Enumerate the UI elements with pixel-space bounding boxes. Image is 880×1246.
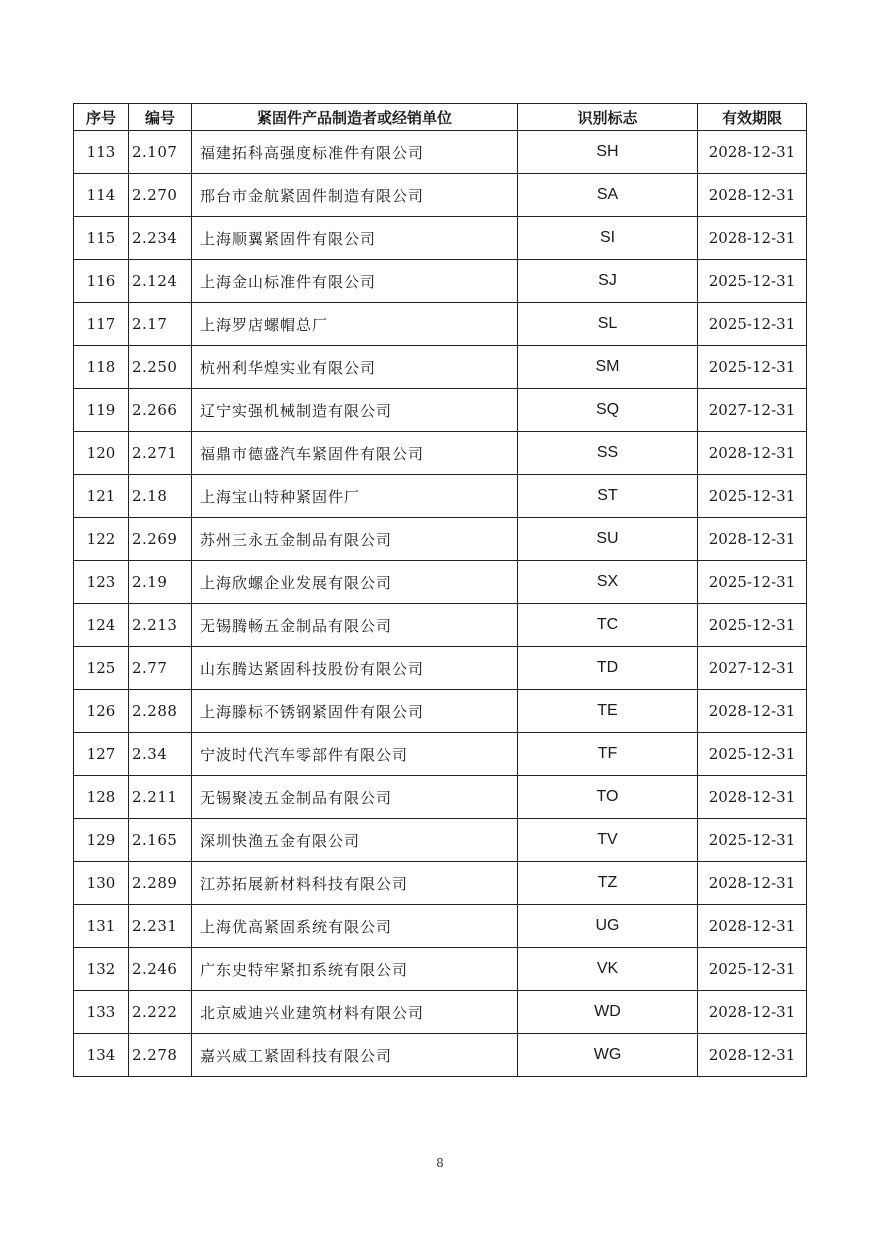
cell-code: 2.266 [129, 389, 192, 432]
cell-seq: 113 [74, 131, 129, 174]
cell-seq: 123 [74, 561, 129, 604]
table-row [74, 647, 807, 690]
cell-code: 2.165 [129, 819, 192, 862]
cell-valid-until: 2028-12-31 [698, 1034, 807, 1077]
cell-code: 2.19 [129, 561, 192, 604]
cell-code: 2.234 [129, 217, 192, 260]
cell-code: 2.246 [129, 948, 192, 991]
cell-valid-until: 2028-12-31 [698, 131, 807, 174]
table-row [74, 733, 807, 776]
cell-valid-until: 2025-12-31 [698, 561, 807, 604]
table-row [74, 346, 807, 389]
cell-mark: SL [518, 303, 698, 346]
cell-mark: UG [518, 905, 698, 948]
cell-valid-until: 2028-12-31 [698, 174, 807, 217]
cell-company: 上海金山标准件有限公司 [192, 260, 518, 303]
table-row [74, 217, 807, 260]
cell-company: 江苏拓展新材料科技有限公司 [192, 862, 518, 905]
cell-company: 上海优高紧固系统有限公司 [192, 905, 518, 948]
table-row [74, 260, 807, 303]
cell-code: 2.289 [129, 862, 192, 905]
cell-mark: SH [518, 131, 698, 174]
cell-mark: VK [518, 948, 698, 991]
cell-company: 宁波时代汽车零部件有限公司 [192, 733, 518, 776]
cell-company: 上海顺翼紧固件有限公司 [192, 217, 518, 260]
cell-valid-until: 2025-12-31 [698, 475, 807, 518]
table-row [74, 991, 807, 1034]
table-row [74, 174, 807, 217]
cell-seq: 121 [74, 475, 129, 518]
table-row [74, 948, 807, 991]
table-row [74, 432, 807, 475]
cell-company: 深圳快渔五金有限公司 [192, 819, 518, 862]
cell-code: 2.34 [129, 733, 192, 776]
page-number: 8 [436, 1156, 444, 1170]
header-code: 编号 [129, 104, 192, 131]
cell-company: 上海滕标不锈钢紧固件有限公司 [192, 690, 518, 733]
cell-company: 广东史特牢紧扣系统有限公司 [192, 948, 518, 991]
cell-company: 无锡聚凌五金制品有限公司 [192, 776, 518, 819]
cell-code: 2.269 [129, 518, 192, 561]
cell-company: 北京威迪兴业建筑材料有限公司 [192, 991, 518, 1034]
cell-company: 福建拓科高强度标准件有限公司 [192, 131, 518, 174]
cell-seq: 119 [74, 389, 129, 432]
cell-company: 无锡腾畅五金制品有限公司 [192, 604, 518, 647]
cell-valid-until: 2028-12-31 [698, 991, 807, 1034]
cell-code: 2.270 [129, 174, 192, 217]
cell-seq: 118 [74, 346, 129, 389]
cell-code: 2.18 [129, 475, 192, 518]
cell-code: 2.211 [129, 776, 192, 819]
cell-code: 2.77 [129, 647, 192, 690]
cell-valid-until: 2025-12-31 [698, 346, 807, 389]
cell-company: 山东腾达紧固科技股份有限公司 [192, 647, 518, 690]
cell-mark: SQ [518, 389, 698, 432]
header-company: 紧固件产品制造者或经销单位 [192, 104, 518, 131]
cell-code: 2.213 [129, 604, 192, 647]
cell-mark: TD [518, 647, 698, 690]
cell-seq: 129 [74, 819, 129, 862]
fastener-manufacturer-table-container [73, 103, 806, 1077]
cell-seq: 120 [74, 432, 129, 475]
cell-code: 2.288 [129, 690, 192, 733]
cell-valid-until: 2028-12-31 [698, 776, 807, 819]
table-header-row [74, 104, 807, 131]
table-row [74, 776, 807, 819]
cell-mark: SI [518, 217, 698, 260]
table-row [74, 561, 807, 604]
cell-valid-until: 2027-12-31 [698, 647, 807, 690]
cell-mark: SM [518, 346, 698, 389]
table-row [74, 389, 807, 432]
cell-mark: SA [518, 174, 698, 217]
table-row [74, 604, 807, 647]
cell-company: 福鼎市德盛汽车紧固件有限公司 [192, 432, 518, 475]
cell-valid-until: 2025-12-31 [698, 604, 807, 647]
cell-seq: 122 [74, 518, 129, 561]
cell-seq: 132 [74, 948, 129, 991]
cell-code: 2.17 [129, 303, 192, 346]
cell-code: 2.231 [129, 905, 192, 948]
cell-valid-until: 2028-12-31 [698, 905, 807, 948]
cell-seq: 114 [74, 174, 129, 217]
cell-valid-until: 2028-12-31 [698, 432, 807, 475]
cell-mark: TV [518, 819, 698, 862]
fastener-manufacturer-table [73, 103, 807, 1077]
cell-seq: 117 [74, 303, 129, 346]
cell-company: 杭州利华煌实业有限公司 [192, 346, 518, 389]
cell-company: 苏州三永五金制品有限公司 [192, 518, 518, 561]
cell-mark: TZ [518, 862, 698, 905]
cell-seq: 127 [74, 733, 129, 776]
table-body [74, 131, 807, 1077]
table-row [74, 1034, 807, 1077]
cell-valid-until: 2025-12-31 [698, 948, 807, 991]
cell-seq: 128 [74, 776, 129, 819]
cell-company: 上海欣螺企业发展有限公司 [192, 561, 518, 604]
table-row [74, 303, 807, 346]
cell-mark: SU [518, 518, 698, 561]
table-row [74, 905, 807, 948]
cell-mark: SS [518, 432, 698, 475]
cell-company: 上海宝山特种紧固件厂 [192, 475, 518, 518]
cell-valid-until: 2025-12-31 [698, 260, 807, 303]
cell-valid-until: 2025-12-31 [698, 733, 807, 776]
cell-valid-until: 2028-12-31 [698, 518, 807, 561]
header-seq: 序号 [74, 104, 129, 131]
cell-seq: 115 [74, 217, 129, 260]
cell-code: 2.278 [129, 1034, 192, 1077]
cell-mark: TE [518, 690, 698, 733]
cell-company: 嘉兴威工紧固科技有限公司 [192, 1034, 518, 1077]
cell-seq: 134 [74, 1034, 129, 1077]
cell-mark: SX [518, 561, 698, 604]
header-valid-until: 有效期限 [698, 104, 807, 131]
cell-seq: 131 [74, 905, 129, 948]
cell-code: 2.107 [129, 131, 192, 174]
table-row [74, 475, 807, 518]
cell-company: 上海罗店螺帽总厂 [192, 303, 518, 346]
cell-code: 2.250 [129, 346, 192, 389]
cell-code: 2.124 [129, 260, 192, 303]
table-row [74, 819, 807, 862]
cell-valid-until: 2028-12-31 [698, 690, 807, 733]
header-mark: 识别标志 [518, 104, 698, 131]
cell-valid-until: 2025-12-31 [698, 303, 807, 346]
table-row [74, 131, 807, 174]
cell-seq: 124 [74, 604, 129, 647]
cell-mark: TC [518, 604, 698, 647]
cell-mark: ST [518, 475, 698, 518]
cell-mark: TF [518, 733, 698, 776]
cell-mark: WD [518, 991, 698, 1034]
cell-valid-until: 2027-12-31 [698, 389, 807, 432]
table-row [74, 518, 807, 561]
cell-valid-until: 2025-12-31 [698, 819, 807, 862]
cell-code: 2.222 [129, 991, 192, 1034]
cell-code: 2.271 [129, 432, 192, 475]
cell-valid-until: 2028-12-31 [698, 217, 807, 260]
table-row [74, 862, 807, 905]
cell-mark: SJ [518, 260, 698, 303]
cell-valid-until: 2028-12-31 [698, 862, 807, 905]
cell-mark: TO [518, 776, 698, 819]
cell-seq: 125 [74, 647, 129, 690]
cell-company: 邢台市金航紧固件制造有限公司 [192, 174, 518, 217]
cell-mark: WG [518, 1034, 698, 1077]
cell-seq: 126 [74, 690, 129, 733]
cell-company: 辽宁实强机械制造有限公司 [192, 389, 518, 432]
table-row [74, 690, 807, 733]
cell-seq: 116 [74, 260, 129, 303]
cell-seq: 133 [74, 991, 129, 1034]
cell-seq: 130 [74, 862, 129, 905]
